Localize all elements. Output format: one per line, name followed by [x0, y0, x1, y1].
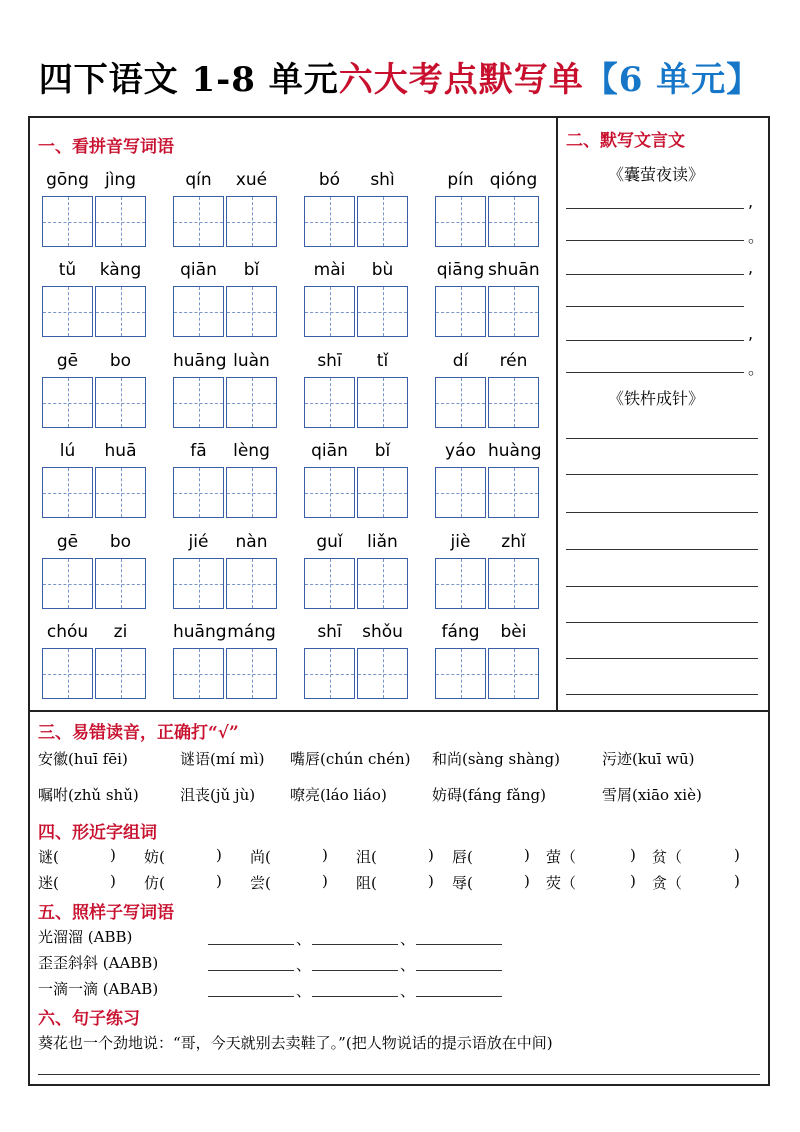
section4-title: 四、形近字组词 [38, 823, 157, 843]
section-divider [28, 710, 770, 712]
pattern-answer-line[interactable] [416, 996, 502, 997]
pattern-example: 一滴一滴 (ABAB) [38, 980, 159, 998]
writing-box[interactable] [488, 558, 539, 609]
paren-close[interactable]: ) [524, 872, 530, 890]
paren-close[interactable]: ) [322, 846, 328, 864]
separator: 、 [296, 956, 312, 974]
pinyin-label: fā [190, 441, 207, 461]
separator: 、 [296, 982, 312, 1000]
poem1-answer-line[interactable] [566, 274, 744, 275]
pinyin-label: gē [56, 351, 79, 371]
pronunciation-item[interactable]: 雪屑(xiāo xiè) [602, 786, 702, 804]
poem2-answer-line[interactable] [566, 512, 758, 513]
paren-close[interactable]: ) [216, 846, 222, 864]
similar-char-item: 辱( [452, 874, 473, 892]
pinyin-label: gē [56, 532, 79, 552]
pinyin-label: zi [113, 622, 128, 642]
writing-box[interactable] [95, 286, 146, 337]
pronunciation-item[interactable]: 安徽(huī fēi) [38, 750, 128, 768]
writing-box[interactable] [435, 377, 486, 428]
pinyin-label: lú [59, 441, 76, 461]
paren-close[interactable]: ) [322, 872, 328, 890]
section1-title: 一、看拼音写词语 [38, 137, 174, 157]
pattern-answer-line[interactable] [208, 996, 294, 997]
section6-title: 六、句子练习 [38, 1009, 140, 1029]
pinyin-label: shuān [488, 260, 540, 280]
pinyin-label: jìng [104, 170, 136, 190]
writing-box[interactable] [226, 377, 277, 428]
poem2-answer-line[interactable] [566, 694, 758, 695]
title-part1: 四下语文 1-8 单元 [38, 60, 339, 100]
writing-box[interactable] [95, 558, 146, 609]
pattern-answer-line[interactable] [416, 970, 502, 971]
writing-box[interactable] [42, 558, 93, 609]
poem2-answer-line[interactable] [566, 658, 758, 659]
similar-char-item: 贫（ [652, 848, 683, 866]
poem1-title: 《囊萤夜读》 [608, 165, 705, 184]
writing-box[interactable] [435, 286, 486, 337]
pinyin-label: lèng [233, 441, 270, 461]
poem1-answer-line[interactable] [566, 208, 744, 209]
similar-char-item: 沮( [356, 848, 377, 866]
poem1-punctuation: , [748, 192, 754, 211]
poem2-title: 《铁杵成针》 [608, 389, 705, 408]
paren-close[interactable]: ) [110, 872, 116, 890]
pinyin-label: fáng [441, 622, 480, 642]
pinyin-label: qín [185, 170, 212, 190]
pinyin-label: qiān [311, 441, 348, 461]
pinyin-label: rén [499, 351, 528, 371]
writing-box[interactable] [304, 558, 355, 609]
pattern-answer-line[interactable] [312, 944, 398, 945]
pronunciation-item[interactable]: 和尚(sàng shàng) [432, 750, 560, 768]
sentence-answer-line[interactable] [38, 1074, 760, 1075]
pinyin-label: dí [452, 351, 469, 371]
writing-box[interactable] [357, 648, 408, 699]
writing-box[interactable] [357, 467, 408, 518]
pattern-example: 光溜溜 (ABB) [38, 928, 133, 946]
pinyin-label: shī [317, 622, 342, 642]
pronunciation-item[interactable]: 嘹亮(láo liáo) [290, 786, 387, 804]
pronunciation-item[interactable]: 谜语(mí mì) [180, 750, 265, 768]
pinyin-label: mài [313, 260, 346, 280]
pronunciation-item[interactable]: 沮丧(jǔ jù) [180, 786, 256, 804]
writing-box[interactable] [95, 648, 146, 699]
writing-box[interactable] [173, 648, 224, 699]
pinyin-label: huāng [173, 351, 227, 371]
pinyin-label: bó [318, 170, 341, 190]
separator: 、 [400, 982, 416, 1000]
writing-box[interactable] [304, 648, 355, 699]
pinyin-label: zhǐ [501, 532, 526, 552]
pinyin-label: bǐ [374, 441, 391, 461]
pinyin-label: chóu [46, 622, 89, 642]
similar-char-item: 唇( [452, 848, 473, 866]
pinyin-label: kàng [99, 260, 142, 280]
writing-box[interactable] [304, 377, 355, 428]
pinyin-label: huàng [488, 441, 542, 461]
poem2-answer-line[interactable] [566, 474, 758, 475]
pinyin-label: jié [188, 532, 209, 552]
writing-box[interactable] [488, 467, 539, 518]
pattern-answer-line[interactable] [416, 944, 502, 945]
paren-close[interactable]: ) [524, 846, 530, 864]
pinyin-label: shǒu [362, 622, 403, 642]
pinyin-label: yáo [445, 441, 476, 461]
similar-char-item: 仿( [144, 874, 165, 892]
section2-title: 二、默写文言文 [566, 131, 685, 151]
pinyin-label: pín [447, 170, 474, 190]
similar-char-item: 妨( [144, 848, 165, 866]
poem2-answer-line[interactable] [566, 438, 758, 439]
writing-box[interactable] [42, 467, 93, 518]
writing-box[interactable] [226, 648, 277, 699]
writing-box[interactable] [304, 196, 355, 247]
writing-box[interactable] [357, 377, 408, 428]
pinyin-label: bo [109, 351, 132, 371]
pinyin-label: bo [109, 532, 132, 552]
pinyin-label: luàn [233, 351, 270, 371]
pinyin-label: xué [235, 170, 268, 190]
paren-close[interactable]: ) [428, 846, 434, 864]
poem1-answer-line[interactable] [566, 306, 744, 307]
separator: 、 [400, 956, 416, 974]
similar-char-item: 阻( [356, 874, 377, 892]
section5-title: 五、照样子写词语 [38, 903, 174, 923]
writing-box[interactable] [42, 377, 93, 428]
writing-box[interactable] [95, 467, 146, 518]
pinyin-label: huā [104, 441, 137, 461]
pattern-answer-line[interactable] [312, 996, 398, 997]
pronunciation-item[interactable]: 污迹(kuī wū) [602, 750, 695, 768]
pattern-answer-line[interactable] [312, 970, 398, 971]
writing-box[interactable] [357, 558, 408, 609]
poem1-answer-line[interactable] [566, 240, 744, 241]
pinyin-label: qiāng [436, 260, 485, 280]
writing-box[interactable] [173, 286, 224, 337]
paren-close[interactable]: ) [734, 846, 740, 864]
writing-box[interactable] [304, 286, 355, 337]
pinyin-label: shì [370, 170, 395, 190]
paren-close[interactable]: ) [216, 872, 222, 890]
writing-box[interactable] [488, 286, 539, 337]
similar-char-item: 谜( [38, 848, 59, 866]
writing-box[interactable] [488, 377, 539, 428]
paren-close[interactable]: ) [630, 846, 636, 864]
pinyin-label: bǐ [243, 260, 260, 280]
paren-close[interactable]: ) [110, 846, 116, 864]
paren-close[interactable]: ) [428, 872, 434, 890]
writing-box[interactable] [357, 196, 408, 247]
writing-box[interactable] [226, 558, 277, 609]
writing-box[interactable] [304, 467, 355, 518]
similar-char-item: 尚( [250, 848, 271, 866]
writing-box[interactable] [435, 196, 486, 247]
writing-box[interactable] [435, 558, 486, 609]
poem2-answer-line[interactable] [566, 622, 758, 623]
poem2-answer-line[interactable] [566, 586, 758, 587]
similar-char-item: 贪（ [652, 874, 683, 892]
title-part3: 【6 单元】 [583, 60, 762, 100]
title-part2: 六大考点默写单 [338, 60, 584, 100]
similar-char-item: 荧（ [546, 874, 577, 892]
sentence-prompt: 葵花也一个劲地说：“哥，今天就别去卖鞋了。”(把人物说话的提示语放在中间) [38, 1034, 553, 1052]
pinyin-label: shī [317, 351, 342, 371]
writing-box[interactable] [226, 467, 277, 518]
pinyin-label: tǔ [58, 260, 77, 280]
writing-box[interactable] [226, 196, 277, 247]
writing-box[interactable] [435, 467, 486, 518]
writing-box[interactable] [173, 467, 224, 518]
poem1-answer-line[interactable] [566, 340, 744, 341]
pinyin-label: qiān [180, 260, 217, 280]
pinyin-label: qióng [489, 170, 538, 190]
writing-box[interactable] [95, 377, 146, 428]
poem1-punctuation: 。 [748, 359, 765, 378]
writing-box[interactable] [95, 196, 146, 247]
pinyin-label: tǐ [376, 351, 389, 371]
writing-box[interactable] [357, 286, 408, 337]
writing-box[interactable] [226, 286, 277, 337]
writing-box[interactable] [488, 648, 539, 699]
pinyin-label: máng [227, 622, 276, 642]
poem1-punctuation: 。 [748, 227, 765, 246]
section3-title: 三、易错读音，正确打“√” [38, 723, 239, 743]
poem1-punctuation: , [748, 258, 754, 277]
pinyin-label: bù [371, 260, 394, 280]
pronunciation-item[interactable]: 嘴唇(chún chén) [290, 750, 411, 768]
page-title [0, 52, 800, 101]
writing-box[interactable] [173, 196, 224, 247]
column-divider [556, 116, 558, 712]
pronunciation-item[interactable]: 妨碍(fáng fǎng) [432, 786, 546, 804]
pronunciation-item[interactable]: 嘱咐(zhǔ shǔ) [38, 786, 139, 804]
poem1-punctuation: , [748, 324, 754, 343]
paren-close[interactable]: ) [630, 872, 636, 890]
writing-box[interactable] [42, 648, 93, 699]
similar-char-item: 尝( [250, 874, 271, 892]
poem1-answer-line[interactable] [566, 372, 744, 373]
writing-box[interactable] [488, 196, 539, 247]
pinyin-label: nàn [235, 532, 268, 552]
pinyin-label: guǐ [316, 532, 343, 552]
poem2-answer-line[interactable] [566, 549, 758, 550]
similar-char-item: 萤（ [546, 848, 577, 866]
separator: 、 [296, 930, 312, 948]
pinyin-label: huāng [173, 622, 227, 642]
writing-box[interactable] [173, 558, 224, 609]
pinyin-label: liǎn [367, 532, 398, 552]
writing-box[interactable] [42, 286, 93, 337]
writing-box[interactable] [42, 196, 93, 247]
writing-box[interactable] [173, 377, 224, 428]
pinyin-label: gōng [46, 170, 89, 190]
pattern-answer-line[interactable] [208, 970, 294, 971]
pinyin-label: jiè [450, 532, 471, 552]
writing-box[interactable] [435, 648, 486, 699]
separator: 、 [400, 930, 416, 948]
pattern-answer-line[interactable] [208, 944, 294, 945]
pattern-example: 歪歪斜斜 (AABB) [38, 954, 159, 972]
pinyin-label: bèi [500, 622, 527, 642]
paren-close[interactable]: ) [734, 872, 740, 890]
similar-char-item: 迷( [38, 874, 59, 892]
